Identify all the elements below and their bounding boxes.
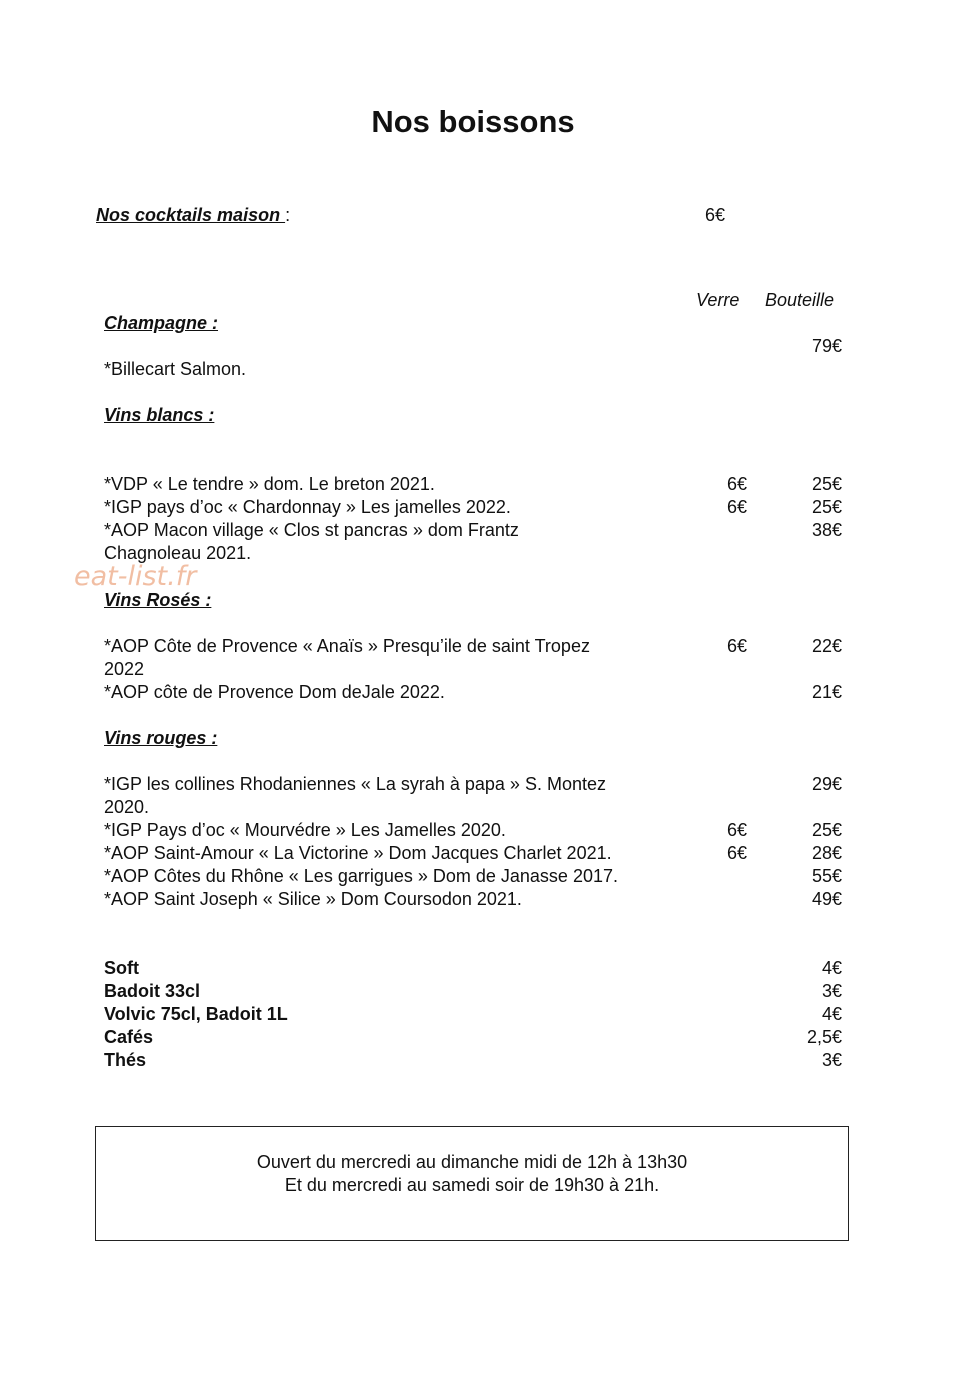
opening-hours-line-2: Et du mercredi au samedi soir de 19h30 à 21h. [284, 1175, 660, 1195]
menu-item: *IGP pays d’oc « Chardonnay » Les jamelles 2022. [104, 497, 511, 517]
menu-item: *Billecart Salmon. [104, 359, 247, 379]
menu-item-continuation: 2020. [104, 797, 150, 817]
price-bouteille: 29€ [811, 774, 842, 794]
price-bouteille: 25€ [811, 474, 842, 494]
price-bouteille: 22€ [811, 636, 842, 656]
menu-item: *AOP Côte de Provence « Anaïs » Presqu’ile de saint Tropez [104, 636, 590, 656]
section-heading-vins-rouges: Vins rouges : [104, 728, 218, 748]
soft-item: Badoit 33cl [104, 981, 201, 1001]
price-verre: 6€ [726, 636, 747, 656]
section-heading-champagne: Champagne : [104, 313, 219, 333]
menu-item: *IGP Pays d’oc « Mourvédre » Les Jamelles 2020. [104, 820, 506, 840]
soft-item: Volvic 75cl, Badoit 1L [104, 1004, 288, 1024]
price-bouteille: 25€ [811, 820, 842, 840]
soft-item: Soft [104, 958, 139, 978]
price-bouteille: 28€ [811, 843, 842, 863]
price-verre: 6€ [726, 843, 747, 863]
soft-price: 4€ [821, 958, 842, 978]
menu-item: *AOP côte de Provence Dom deJale 2022. [104, 682, 445, 702]
soft-price: 4€ [821, 1004, 842, 1024]
cocktails-label-text: Nos cocktails maison [96, 205, 286, 225]
menu-item-continuation: 2022 [104, 659, 145, 679]
price-verre: 6€ [726, 474, 747, 494]
soft-price: 2,5€ [806, 1027, 842, 1047]
cocktails-colon: : [285, 205, 291, 225]
price-bouteille: 79€ [811, 336, 842, 356]
menu-item: *AOP Saint Joseph « Silice » Dom Coursodon 2021. [104, 889, 522, 909]
soft-item: Cafés [104, 1027, 154, 1047]
opening-hours-line-1: Ouvert du mercredi au dimanche midi de 12h à 13h30 [256, 1152, 688, 1172]
price-bouteille: 49€ [811, 889, 842, 909]
cocktails-price: 6€ [705, 205, 726, 225]
menu-item: *IGP les collines Rhodaniennes « La syrah à papa » S. Montez [104, 774, 606, 794]
soft-item: Thés [104, 1050, 147, 1070]
menu-item-continuation: Chagnoleau 2021. [104, 543, 252, 563]
section-heading-vins-roses: Vins Rosés : [104, 590, 212, 610]
section-heading-vins-blancs: Vins blancs : [104, 405, 215, 425]
soft-price: 3€ [821, 1050, 842, 1070]
page-title: Nos boissons [371, 104, 575, 139]
soft-price: 3€ [821, 981, 842, 1001]
menu-item: *AOP Macon village « Clos st pancras » dom Frantz [104, 520, 519, 540]
menu-item: *VDP « Le tendre » dom. Le breton 2021. [104, 474, 435, 494]
cocktails-label [96, 205, 290, 226]
column-header-bouteille: Bouteille [765, 290, 835, 310]
menu-item: *AOP Saint-Amour « La Victorine » Dom Jacques Charlet 2021. [104, 843, 612, 863]
price-verre: 6€ [726, 497, 747, 517]
price-bouteille: 55€ [811, 866, 842, 886]
menu-item: *AOP Côtes du Rhône « Les garrigues » Dom de Janasse 2017. [104, 866, 618, 886]
price-verre: 6€ [726, 820, 747, 840]
price-bouteille: 25€ [811, 497, 842, 517]
price-bouteille: 21€ [811, 682, 842, 702]
price-bouteille: 38€ [811, 520, 842, 540]
column-header-verre: Verre [696, 290, 740, 310]
opening-hours-box [95, 1126, 849, 1241]
watermark: eat-list.fr [74, 561, 197, 592]
